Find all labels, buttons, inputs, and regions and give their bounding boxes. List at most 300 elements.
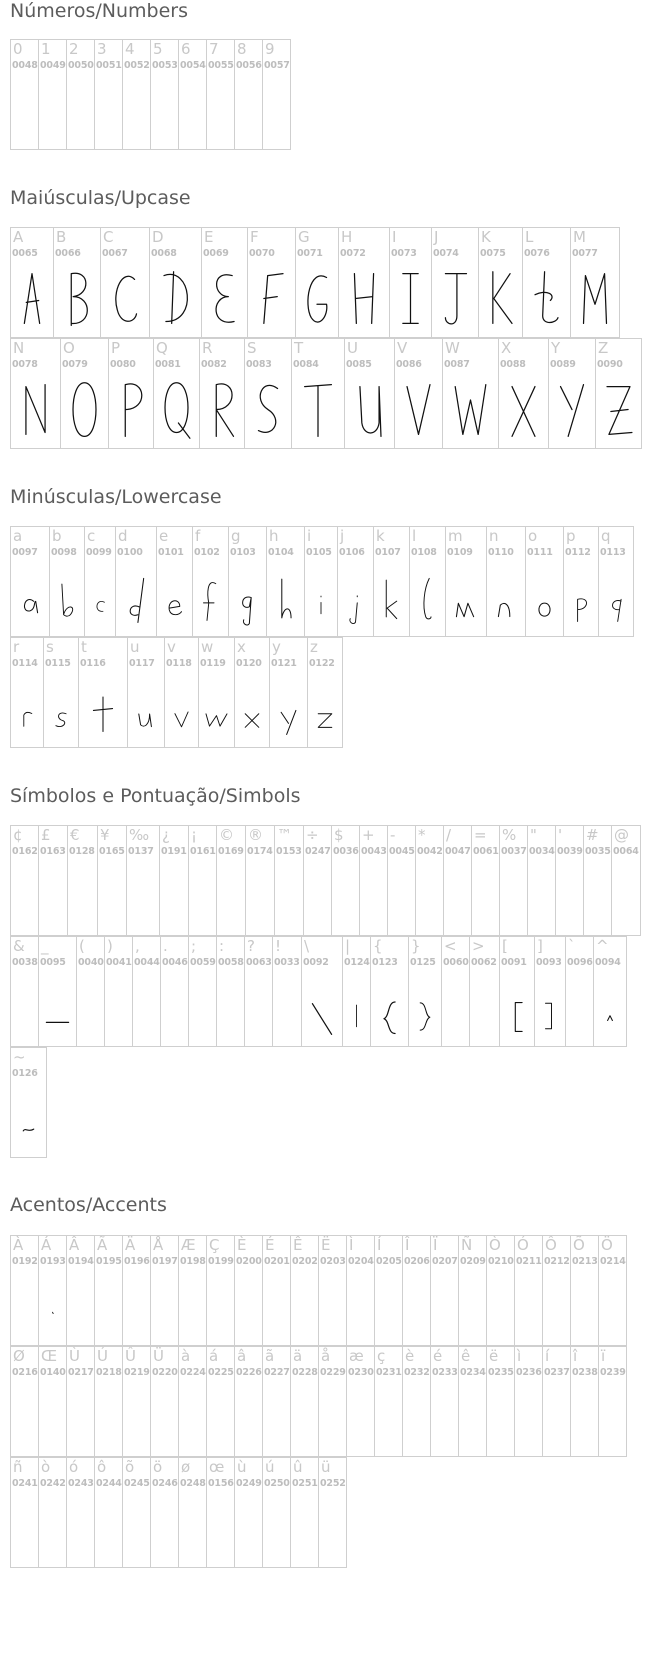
character-code: 0040 bbox=[78, 957, 104, 968]
character-label: â bbox=[237, 1347, 247, 1365]
character-cell bbox=[344, 338, 395, 449]
character-label: p bbox=[566, 527, 576, 545]
handwritten-glyph bbox=[571, 266, 619, 333]
character-code: 0165 bbox=[99, 846, 125, 857]
character-code: 0063 bbox=[246, 957, 272, 968]
character-cell bbox=[198, 637, 235, 748]
character-cell bbox=[458, 1346, 487, 1457]
character-label: ô bbox=[97, 1458, 107, 1476]
handwritten-glyph bbox=[11, 676, 43, 743]
character-cell bbox=[374, 1346, 403, 1457]
character-code: 0097 bbox=[12, 547, 38, 558]
character-code: 0099 bbox=[86, 547, 112, 558]
character-label: n bbox=[489, 527, 499, 545]
character-label: ó bbox=[69, 1458, 79, 1476]
handwritten-glyph bbox=[292, 377, 344, 444]
character-label: Ú bbox=[97, 1347, 108, 1365]
character-cell bbox=[127, 637, 165, 748]
handwritten-glyph bbox=[150, 266, 201, 333]
character-code: 0224 bbox=[180, 1367, 206, 1378]
character-label: ì bbox=[517, 1347, 522, 1365]
character-label: 0 bbox=[13, 40, 23, 58]
handwritten-glyph bbox=[248, 266, 295, 333]
character-label: ¿ bbox=[162, 826, 170, 844]
character-code: 0078 bbox=[12, 359, 38, 370]
handwritten-glyph bbox=[302, 975, 342, 1042]
character-label: ] bbox=[537, 937, 543, 955]
character-code: 0092 bbox=[303, 957, 329, 968]
character-cell bbox=[84, 526, 116, 637]
character-cell bbox=[295, 227, 339, 338]
character-label: ; bbox=[191, 937, 197, 955]
character-label: õ bbox=[125, 1458, 135, 1476]
character-label: Ç bbox=[209, 1236, 220, 1254]
character-code: 0089 bbox=[550, 359, 576, 370]
character-label: ö bbox=[153, 1458, 163, 1476]
character-code: 0052 bbox=[124, 60, 150, 71]
character-code: 0126 bbox=[12, 1068, 38, 1079]
character-code: 0091 bbox=[501, 957, 527, 968]
character-cell bbox=[10, 1047, 47, 1158]
character-label: Í bbox=[377, 1236, 382, 1254]
character-label: i bbox=[307, 527, 312, 545]
character-code: 0037 bbox=[501, 846, 527, 857]
character-cell bbox=[10, 936, 39, 1047]
handwritten-glyph bbox=[39, 975, 76, 1042]
character-code: 0044 bbox=[134, 957, 160, 968]
handwritten-glyph bbox=[200, 377, 244, 444]
character-label: Œ bbox=[41, 1347, 58, 1365]
character-cell bbox=[525, 526, 564, 637]
character-cell bbox=[192, 526, 229, 637]
character-code: 0123 bbox=[372, 957, 398, 968]
character-cell bbox=[499, 936, 535, 1047]
character-code: 0237 bbox=[544, 1367, 570, 1378]
character-label: Ñ bbox=[461, 1236, 473, 1254]
character-code: 0236 bbox=[516, 1367, 542, 1378]
character-label: k bbox=[376, 527, 385, 545]
character-code: 0069 bbox=[203, 248, 229, 259]
character-label: Ã bbox=[97, 1236, 108, 1254]
handwritten-glyph bbox=[487, 565, 525, 632]
character-code: 0036 bbox=[333, 846, 359, 857]
character-label: û bbox=[293, 1458, 303, 1476]
character-code: 0050 bbox=[68, 60, 94, 71]
character-label: á bbox=[209, 1347, 219, 1365]
character-cell bbox=[346, 1235, 375, 1346]
character-code: 0056 bbox=[236, 60, 262, 71]
character-cell bbox=[394, 338, 443, 449]
character-label: å bbox=[321, 1347, 331, 1365]
character-cell bbox=[234, 1235, 263, 1346]
character-code: 0111 bbox=[527, 547, 553, 558]
character-code: 0117 bbox=[129, 658, 155, 669]
character-cell bbox=[565, 936, 594, 1047]
character-cell bbox=[115, 526, 157, 637]
character-label: Ô bbox=[545, 1236, 557, 1254]
character-code: 0200 bbox=[236, 1256, 262, 1267]
character-cell bbox=[94, 1457, 123, 1568]
character-code: 0103 bbox=[230, 547, 256, 558]
character-cell bbox=[104, 936, 133, 1047]
character-code: 0083 bbox=[246, 359, 272, 370]
character-label: Õ bbox=[573, 1236, 585, 1254]
character-code: 0169 bbox=[218, 846, 244, 857]
character-cell bbox=[430, 1346, 459, 1457]
character-code: 0107 bbox=[375, 547, 401, 558]
character-label: ë bbox=[489, 1347, 499, 1365]
character-cell bbox=[402, 1235, 431, 1346]
character-cell bbox=[262, 1457, 291, 1568]
character-cell bbox=[430, 1235, 459, 1346]
character-code: 0087 bbox=[444, 359, 470, 370]
character-cell bbox=[66, 1235, 95, 1346]
character-code: 0198 bbox=[180, 1256, 206, 1267]
character-cell bbox=[499, 825, 528, 936]
character-label: ‰ bbox=[129, 826, 150, 844]
character-cell bbox=[431, 227, 479, 338]
handwritten-glyph bbox=[79, 676, 127, 743]
character-label: & bbox=[13, 937, 25, 955]
character-code: 0207 bbox=[432, 1256, 458, 1267]
character-code: 0064 bbox=[613, 846, 639, 857]
section-title: Símbolos e Pontuação/Simbols bbox=[10, 785, 301, 807]
character-cell bbox=[10, 1346, 39, 1457]
character-cell bbox=[100, 227, 150, 338]
handwritten-glyph bbox=[395, 377, 442, 444]
character-cell bbox=[164, 637, 199, 748]
character-code: 0081 bbox=[155, 359, 181, 370]
character-label: Ä bbox=[125, 1236, 136, 1254]
character-label: Y bbox=[551, 339, 561, 357]
character-cell bbox=[534, 936, 566, 1047]
character-cell bbox=[373, 526, 410, 637]
character-code: 0058 bbox=[218, 957, 244, 968]
character-code: 0232 bbox=[404, 1367, 430, 1378]
character-code: 0084 bbox=[293, 359, 319, 370]
handwritten-glyph bbox=[338, 565, 373, 632]
character-cell bbox=[262, 39, 291, 150]
character-code: 0197 bbox=[152, 1256, 178, 1267]
character-row bbox=[10, 1047, 46, 1158]
character-label: æ bbox=[349, 1347, 364, 1365]
character-cell bbox=[10, 39, 39, 150]
character-code: 0231 bbox=[376, 1367, 402, 1378]
character-cell bbox=[38, 39, 67, 150]
character-cell bbox=[149, 227, 202, 338]
character-code: 0082 bbox=[201, 359, 227, 370]
handwritten-glyph bbox=[270, 676, 307, 743]
character-cell bbox=[441, 936, 470, 1047]
character-label: \ bbox=[304, 937, 310, 955]
character-cell bbox=[10, 637, 44, 748]
character-cell bbox=[122, 1346, 151, 1457]
character-code: 0214 bbox=[600, 1256, 626, 1267]
character-row bbox=[10, 1346, 626, 1457]
character-code: 0072 bbox=[340, 248, 366, 259]
character-code: 0067 bbox=[102, 248, 128, 259]
character-code: 0137 bbox=[128, 846, 154, 857]
character-row bbox=[10, 1235, 626, 1346]
character-cell bbox=[188, 936, 217, 1047]
character-cell bbox=[234, 39, 263, 150]
character-cell bbox=[178, 1235, 207, 1346]
character-code: 0193 bbox=[40, 1256, 66, 1267]
character-cell bbox=[290, 1235, 319, 1346]
character-code: 0116 bbox=[80, 658, 106, 669]
character-label: Ü bbox=[153, 1347, 164, 1365]
character-label: f bbox=[195, 527, 201, 545]
handwritten-glyph bbox=[101, 266, 149, 333]
character-code: 0140 bbox=[40, 1367, 66, 1378]
handwritten-glyph bbox=[11, 377, 60, 444]
character-cell bbox=[234, 1457, 263, 1568]
character-code: 0233 bbox=[432, 1367, 458, 1378]
character-row bbox=[10, 227, 619, 338]
character-code: 0124 bbox=[344, 957, 370, 968]
character-code: 0121 bbox=[271, 658, 297, 669]
character-code: 0068 bbox=[151, 248, 177, 259]
character-row bbox=[10, 637, 342, 748]
character-cell bbox=[486, 1235, 515, 1346]
character-code: 0079 bbox=[62, 359, 88, 370]
character-label: Ò bbox=[489, 1236, 501, 1254]
character-cell bbox=[359, 825, 388, 936]
character-cell bbox=[199, 338, 245, 449]
character-code: 0066 bbox=[55, 248, 81, 259]
handwritten-glyph bbox=[526, 565, 563, 632]
character-cell bbox=[132, 936, 161, 1047]
character-cell bbox=[122, 1457, 151, 1568]
character-label: C bbox=[103, 228, 114, 246]
character-code: 0234 bbox=[460, 1367, 486, 1378]
character-label: 7 bbox=[209, 40, 219, 58]
character-code: 0246 bbox=[152, 1478, 178, 1489]
character-label: : bbox=[219, 937, 225, 955]
character-cell bbox=[234, 1346, 263, 1457]
character-label: ® bbox=[248, 826, 263, 844]
character-label: Q bbox=[156, 339, 168, 357]
character-label: < bbox=[444, 937, 457, 955]
character-cell bbox=[206, 1457, 235, 1568]
character-cell bbox=[409, 526, 446, 637]
character-label: ™ bbox=[277, 826, 292, 844]
character-cell bbox=[304, 526, 338, 637]
character-label: > bbox=[472, 937, 485, 955]
character-label: ã bbox=[265, 1347, 275, 1365]
character-code: 0110 bbox=[488, 547, 514, 558]
character-label: N bbox=[13, 339, 25, 357]
section-title: Minúsculas/Lowercase bbox=[10, 486, 222, 508]
character-code: 0226 bbox=[236, 1367, 262, 1378]
character-label: { bbox=[373, 937, 383, 955]
handwritten-glyph bbox=[50, 565, 84, 632]
character-cell bbox=[318, 1235, 347, 1346]
character-cell bbox=[97, 825, 127, 936]
character-label: © bbox=[219, 826, 234, 844]
handwritten-glyph bbox=[339, 266, 389, 333]
character-cell bbox=[245, 825, 275, 936]
handwritten-glyph bbox=[343, 975, 370, 1042]
character-cell bbox=[583, 825, 612, 936]
character-cell bbox=[78, 637, 128, 748]
character-code: 0216 bbox=[12, 1367, 38, 1378]
character-label: E bbox=[204, 228, 214, 246]
character-label: L bbox=[525, 228, 534, 246]
character-label: Ö bbox=[601, 1236, 613, 1254]
character-label: Ø bbox=[13, 1347, 25, 1365]
character-label: G bbox=[298, 228, 310, 246]
handwritten-glyph bbox=[44, 676, 78, 743]
character-code: 0075 bbox=[480, 248, 506, 259]
character-code: 0102 bbox=[194, 547, 220, 558]
handwritten-glyph bbox=[564, 565, 598, 632]
character-label: U bbox=[347, 339, 358, 357]
character-cell bbox=[38, 1346, 67, 1457]
character-label: z bbox=[310, 638, 318, 656]
handwritten-glyph bbox=[479, 266, 522, 333]
character-code: 0227 bbox=[264, 1367, 290, 1378]
character-code: 0245 bbox=[124, 1478, 150, 1489]
character-code: 0109 bbox=[447, 547, 473, 558]
character-label: r bbox=[13, 638, 20, 656]
character-label: j bbox=[340, 527, 345, 545]
character-cell bbox=[201, 227, 248, 338]
character-cell bbox=[443, 825, 472, 936]
character-code: 0249 bbox=[236, 1478, 262, 1489]
character-cell bbox=[542, 1235, 571, 1346]
character-code: 0059 bbox=[190, 957, 216, 968]
character-cell bbox=[387, 825, 416, 936]
character-cell bbox=[188, 825, 217, 936]
character-cell bbox=[66, 1457, 95, 1568]
character-cell bbox=[49, 526, 85, 637]
character-code: 0113 bbox=[600, 547, 626, 558]
character-cell bbox=[66, 39, 95, 150]
character-label: ` bbox=[568, 937, 576, 955]
character-cell bbox=[445, 526, 487, 637]
character-code: 0217 bbox=[68, 1367, 94, 1378]
character-label: w bbox=[201, 638, 214, 656]
character-code: 0161 bbox=[190, 846, 216, 857]
handwritten-glyph bbox=[229, 565, 266, 632]
handwritten-glyph bbox=[305, 565, 337, 632]
character-cell bbox=[342, 936, 371, 1047]
character-row bbox=[10, 526, 633, 637]
character-code: 0061 bbox=[473, 846, 499, 857]
character-code: 0238 bbox=[572, 1367, 598, 1378]
character-label: [ bbox=[502, 937, 508, 955]
character-label: F bbox=[250, 228, 259, 246]
character-cell bbox=[331, 825, 360, 936]
character-code: 0125 bbox=[410, 957, 436, 968]
character-label: 1 bbox=[41, 40, 51, 58]
character-cell bbox=[370, 936, 409, 1047]
character-code: 0252 bbox=[320, 1478, 346, 1489]
character-cell bbox=[272, 936, 302, 1047]
handwritten-glyph bbox=[308, 676, 342, 743]
character-cell bbox=[570, 227, 620, 338]
character-label: ê bbox=[461, 1347, 471, 1365]
character-label: ¡ bbox=[191, 826, 198, 844]
character-label: H bbox=[341, 228, 353, 246]
character-code: 0094 bbox=[595, 957, 621, 968]
character-code: 0041 bbox=[106, 957, 132, 968]
handwritten-glyph bbox=[410, 565, 445, 632]
character-label: J bbox=[434, 228, 439, 246]
handwritten-glyph bbox=[594, 975, 626, 1042]
character-label: - bbox=[390, 826, 396, 844]
character-code: 0204 bbox=[348, 1256, 374, 1267]
character-cell bbox=[338, 227, 390, 338]
character-code: 0108 bbox=[411, 547, 437, 558]
character-code: 0120 bbox=[236, 658, 262, 669]
handwritten-glyph bbox=[11, 1086, 46, 1153]
character-label: Æ bbox=[181, 1236, 196, 1254]
character-label: O bbox=[63, 339, 75, 357]
character-code: 0203 bbox=[320, 1256, 346, 1267]
character-code: 0242 bbox=[40, 1478, 66, 1489]
character-label: l bbox=[412, 527, 417, 545]
character-label: d bbox=[118, 527, 128, 545]
character-label: ¥ bbox=[100, 826, 110, 844]
handwritten-glyph bbox=[390, 266, 431, 333]
character-code: 0199 bbox=[208, 1256, 234, 1267]
character-cell bbox=[318, 1457, 347, 1568]
character-cell bbox=[10, 1457, 39, 1568]
character-code: 0119 bbox=[200, 658, 226, 669]
section-title: Acentos/Accents bbox=[10, 1194, 167, 1216]
character-label: K bbox=[481, 228, 491, 246]
handwritten-glyph bbox=[374, 565, 409, 632]
character-code: 0093 bbox=[536, 957, 562, 968]
character-code: 0098 bbox=[51, 547, 77, 558]
character-code: 0054 bbox=[180, 60, 206, 71]
character-cell bbox=[301, 936, 343, 1047]
character-label: 4 bbox=[125, 40, 135, 58]
character-code: 0228 bbox=[292, 1367, 318, 1378]
character-label: R bbox=[202, 339, 213, 357]
character-code: 0046 bbox=[162, 957, 188, 968]
character-cell bbox=[486, 1346, 515, 1457]
character-cell bbox=[94, 1346, 123, 1457]
section-title: Números/Numbers bbox=[10, 0, 188, 22]
character-code: 0196 bbox=[124, 1256, 150, 1267]
character-label: ) bbox=[107, 937, 113, 955]
character-label: P bbox=[111, 339, 121, 357]
character-cell bbox=[10, 1235, 39, 1346]
character-label: ò bbox=[41, 1458, 51, 1476]
character-cell bbox=[228, 526, 267, 637]
character-label: ñ bbox=[13, 1458, 23, 1476]
handwritten-glyph bbox=[523, 266, 570, 333]
character-cell bbox=[478, 227, 523, 338]
character-label: % bbox=[502, 826, 517, 844]
character-cell bbox=[548, 338, 596, 449]
character-code: 0085 bbox=[346, 359, 372, 370]
handwritten-glyph bbox=[202, 266, 247, 333]
character-label: Ë bbox=[321, 1236, 331, 1254]
character-label: Ó bbox=[517, 1236, 529, 1254]
character-code: 0218 bbox=[96, 1367, 122, 1378]
character-cell bbox=[206, 39, 235, 150]
character-label: è bbox=[405, 1347, 415, 1365]
character-code: 0205 bbox=[376, 1256, 402, 1267]
handwritten-glyph bbox=[371, 975, 408, 1042]
handwritten-glyph bbox=[267, 565, 304, 632]
handwritten-glyph bbox=[245, 377, 291, 444]
character-label: ç bbox=[377, 1347, 386, 1365]
